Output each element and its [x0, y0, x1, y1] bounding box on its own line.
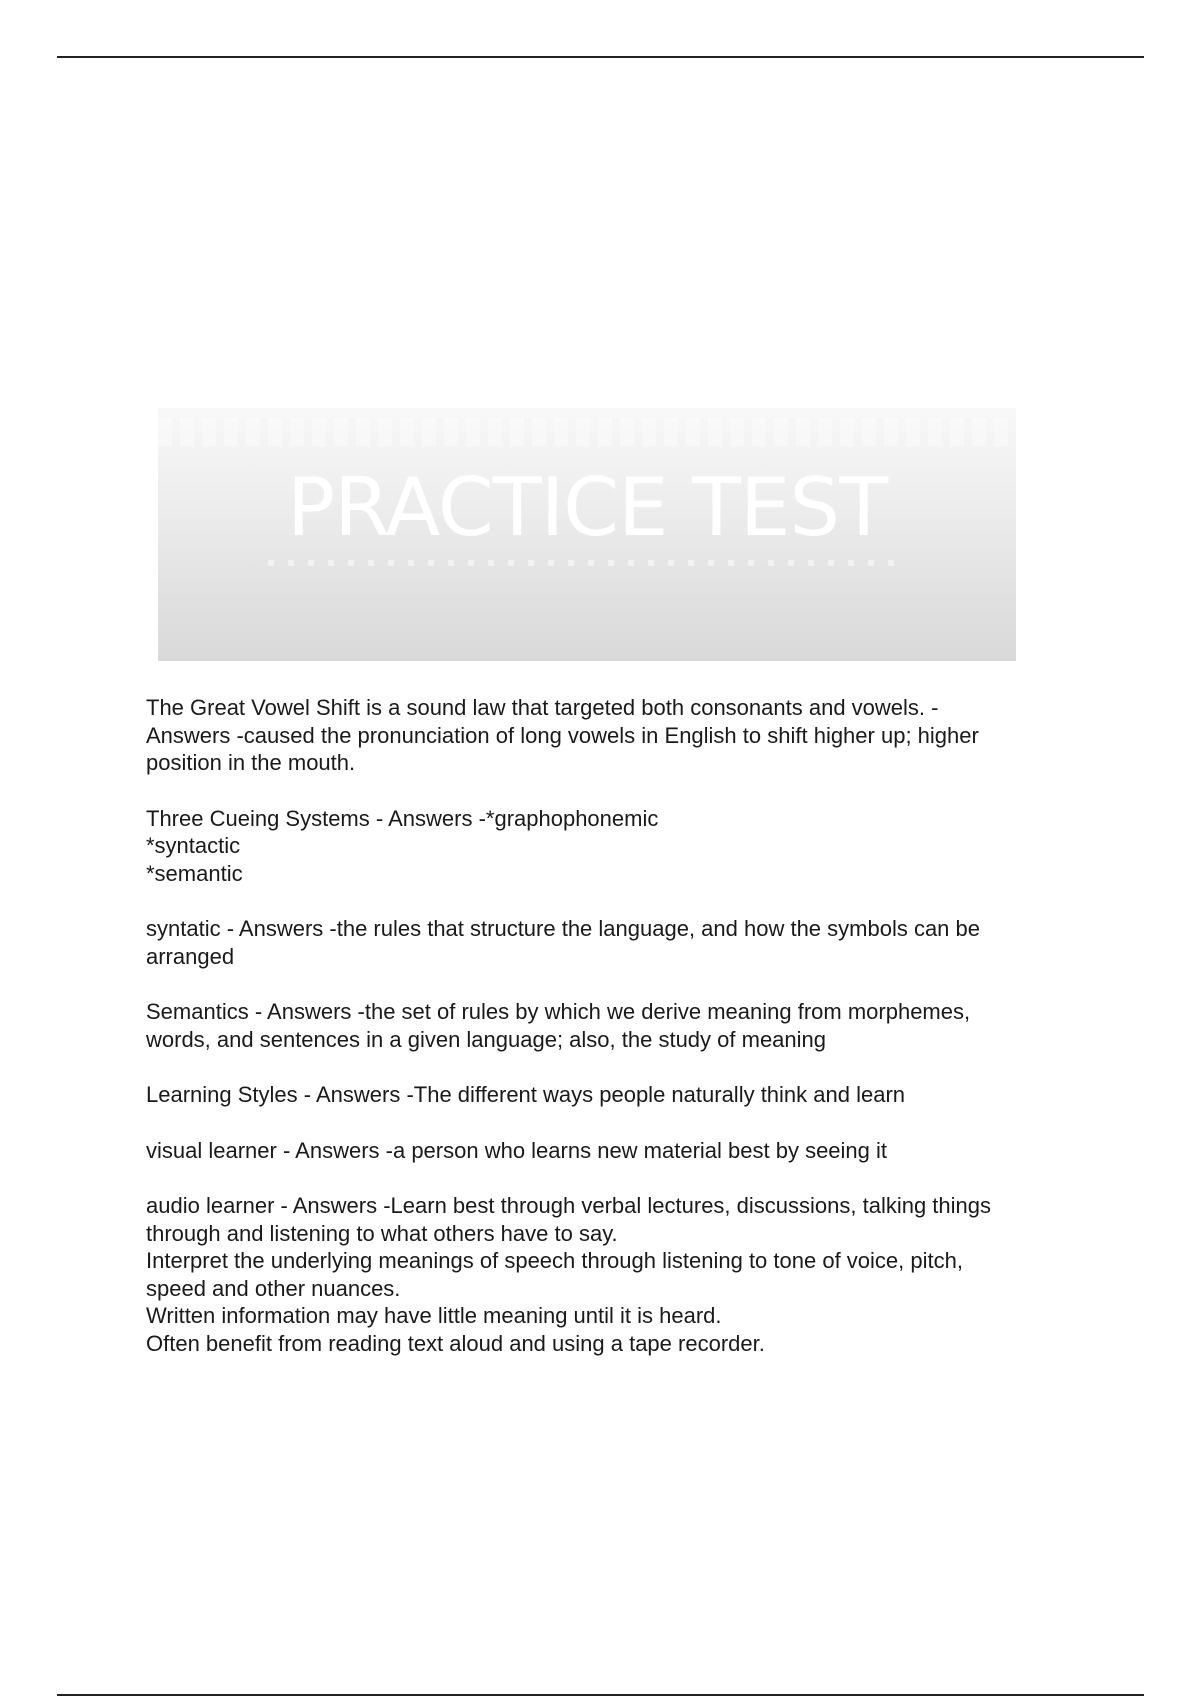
entry-line: Three Cueing Systems - Answers -*graphophonemic: [146, 805, 659, 831]
qa-entry: [146, 915, 1086, 970]
footer-rule: [57, 1694, 1144, 1696]
qa-entry: [146, 694, 1086, 777]
entry-line: arranged: [146, 943, 235, 969]
practice-test-banner: [158, 408, 1016, 661]
banner-ghost-text: [158, 418, 1016, 446]
entry-line: Often benefit from reading text aloud and using a tape recorder.: [146, 1330, 765, 1356]
document-body: [146, 694, 1086, 1385]
entry-line: position in the mouth.: [146, 750, 356, 775]
qa-entry: [146, 998, 1086, 1053]
entry-line: Interpret the underlying meanings of speech through listening to tone of voice, pitch,: [146, 1248, 963, 1273]
qa-entry: [146, 1192, 1086, 1357]
entry-line: visual learner - Answers -a person who learns new material best by seeing it: [146, 1137, 888, 1163]
banner-dotted-line: [268, 560, 906, 566]
entry-line: Semantics - Answers -the set of rules by which we derive meaning from morphemes,: [146, 999, 971, 1024]
entry-line: Answers -caused the pronunciation of long vowels in English to shift higher up; higher: [146, 722, 979, 748]
qa-entry: [146, 1137, 1086, 1165]
entry-line: words, and sentences in a given language; also, the study of meaning: [146, 1026, 827, 1052]
entry-line: speed and other nuances.: [146, 1275, 401, 1301]
qa-entry: [146, 805, 1086, 888]
entry-line: Written information may have little meaning until it is heard.: [146, 1303, 722, 1328]
banner-title: PRACTICE TEST: [286, 461, 888, 554]
entry-line: through and listening to what others have to say.: [146, 1220, 618, 1246]
entry-line: audio learner - Answers -Learn best through verbal lectures, discussions, talking things: [146, 1193, 992, 1218]
entry-line: *semantic: [146, 860, 243, 886]
header-rule: [57, 56, 1144, 58]
qa-entry: [146, 1081, 1086, 1109]
entry-line: *syntactic: [146, 833, 241, 858]
entry-line: Learning Styles - Answers -The different ways people naturally think and learn: [146, 1082, 906, 1107]
entry-line: syntatic - Answers -the rules that structure the language, and how the symbols can be: [146, 916, 981, 941]
entry-line: The Great Vowel Shift is a sound law that targeted both consonants and vowels. -: [146, 695, 939, 720]
